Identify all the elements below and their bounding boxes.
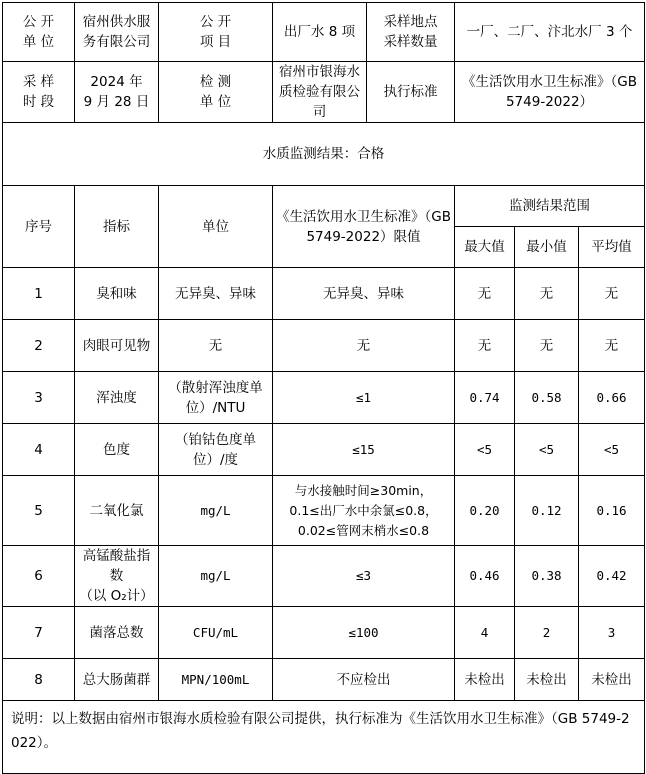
row-no: 1 xyxy=(3,268,75,320)
row-max: 0.46 xyxy=(455,546,515,607)
table-row xyxy=(3,476,645,546)
row-indicator: 色度 xyxy=(75,424,159,476)
row-max: 0.20 xyxy=(455,476,515,546)
sampling-period-value: 2024 年 9 月 28 日 xyxy=(75,62,159,123)
sampling-period-label: 采 样 时 段 xyxy=(3,62,75,123)
row-limit: ≤1 xyxy=(273,372,455,424)
row-avg: 0.66 xyxy=(579,372,645,424)
row-avg: 无 xyxy=(579,320,645,372)
row-no: 7 xyxy=(3,607,75,659)
row-limit: ≤100 xyxy=(273,607,455,659)
note-text: 说明：以上数据由宿州市银海水质检验有限公司提供，执行标准为《生活饮用水卫生标准》（GB 5749-2022）。 xyxy=(3,701,645,774)
header-row-2 xyxy=(3,62,645,123)
row-no: 4 xyxy=(3,424,75,476)
row-unit: 无 xyxy=(159,320,273,372)
publisher-label: 公 开 单 位 xyxy=(3,3,75,62)
row-unit: （铂钴色度单位）/度 xyxy=(159,424,273,476)
row-unit: mg/L xyxy=(159,546,273,607)
testing-unit-value: 宿州市银海水质检验有限公司 xyxy=(273,62,367,123)
col-limit: 《生活饮用水卫生标准》（GB 5749-2022）限值 xyxy=(273,186,455,268)
row-max: 无 xyxy=(455,320,515,372)
standard-label: 执行标准 xyxy=(367,62,455,123)
row-indicator: 菌落总数 xyxy=(75,607,159,659)
table-row xyxy=(3,546,645,607)
col-indicator: 指标 xyxy=(75,186,159,268)
row-max: <5 xyxy=(455,424,515,476)
row-no: 2 xyxy=(3,320,75,372)
row-limit: 无 xyxy=(273,320,455,372)
table-row xyxy=(3,320,645,372)
row-limit: 无异臭、异味 xyxy=(273,268,455,320)
row-avg: 3 xyxy=(579,607,645,659)
row-limit: 与水接触时间≥30min， 0.1≤出厂水中余氯≤0.8， 0.02≤管网末梢水≤0.8 xyxy=(273,476,455,546)
row-indicator: 臭和味 xyxy=(75,268,159,320)
row-avg: 0.42 xyxy=(579,546,645,607)
col-range: 监测结果范围 xyxy=(455,186,645,227)
row-avg: <5 xyxy=(579,424,645,476)
item-value: 出厂水 8 项 xyxy=(273,3,367,62)
row-min: <5 xyxy=(515,424,579,476)
row-max: 未检出 xyxy=(455,659,515,701)
note-row xyxy=(3,701,645,774)
row-limit: ≤3 xyxy=(273,546,455,607)
col-unit: 单位 xyxy=(159,186,273,268)
row-limit: ≤15 xyxy=(273,424,455,476)
row-unit: mg/L xyxy=(159,476,273,546)
item-label: 公 开 项 目 xyxy=(159,3,273,62)
col-avg: 平均值 xyxy=(579,227,645,268)
row-avg: 未检出 xyxy=(579,659,645,701)
row-unit: 无异臭、异味 xyxy=(159,268,273,320)
row-no: 3 xyxy=(3,372,75,424)
row-min: 0.12 xyxy=(515,476,579,546)
row-min: 0.38 xyxy=(515,546,579,607)
row-min: 0.58 xyxy=(515,372,579,424)
col-no: 序号 xyxy=(3,186,75,268)
row-max: 无 xyxy=(455,268,515,320)
table-row xyxy=(3,372,645,424)
row-unit: MPN/100mL xyxy=(159,659,273,701)
row-avg: 无 xyxy=(579,268,645,320)
water-quality-table xyxy=(2,2,645,774)
result-title-row xyxy=(3,123,645,186)
row-unit: （散射浑浊度单位）/NTU xyxy=(159,372,273,424)
row-min: 2 xyxy=(515,607,579,659)
table-row xyxy=(3,607,645,659)
row-no: 6 xyxy=(3,546,75,607)
col-min: 最小值 xyxy=(515,227,579,268)
sampling-site-label: 采样地点 采样数量 xyxy=(367,3,455,62)
row-min: 无 xyxy=(515,320,579,372)
testing-unit-label: 检 测 单 位 xyxy=(159,62,273,123)
table-row xyxy=(3,424,645,476)
row-no: 8 xyxy=(3,659,75,701)
publisher-value: 宿州供水服务有限公司 xyxy=(75,3,159,62)
sampling-site-value: 一厂、二厂、汴北水厂 3 个 xyxy=(455,3,645,62)
row-indicator: 高锰酸盐指数 （以 O₂计） xyxy=(75,546,159,607)
row-indicator: 二氧化氯 xyxy=(75,476,159,546)
row-max: 0.74 xyxy=(455,372,515,424)
row-indicator: 总大肠菌群 xyxy=(75,659,159,701)
result-title: 水质监测结果：合格 xyxy=(3,123,645,186)
row-min: 未检出 xyxy=(515,659,579,701)
table-row xyxy=(3,268,645,320)
row-avg: 0.16 xyxy=(579,476,645,546)
row-min: 无 xyxy=(515,268,579,320)
header-row-1 xyxy=(3,3,645,62)
row-unit: CFU/mL xyxy=(159,607,273,659)
row-no: 5 xyxy=(3,476,75,546)
column-header-row-1 xyxy=(3,186,645,227)
row-limit: 不应检出 xyxy=(273,659,455,701)
col-max: 最大值 xyxy=(455,227,515,268)
row-indicator: 浑浊度 xyxy=(75,372,159,424)
table-row xyxy=(3,659,645,701)
standard-value: 《生活饮用水卫生标准》（GB 5749-2022） xyxy=(455,62,645,123)
row-indicator: 肉眼可见物 xyxy=(75,320,159,372)
row-max: 4 xyxy=(455,607,515,659)
